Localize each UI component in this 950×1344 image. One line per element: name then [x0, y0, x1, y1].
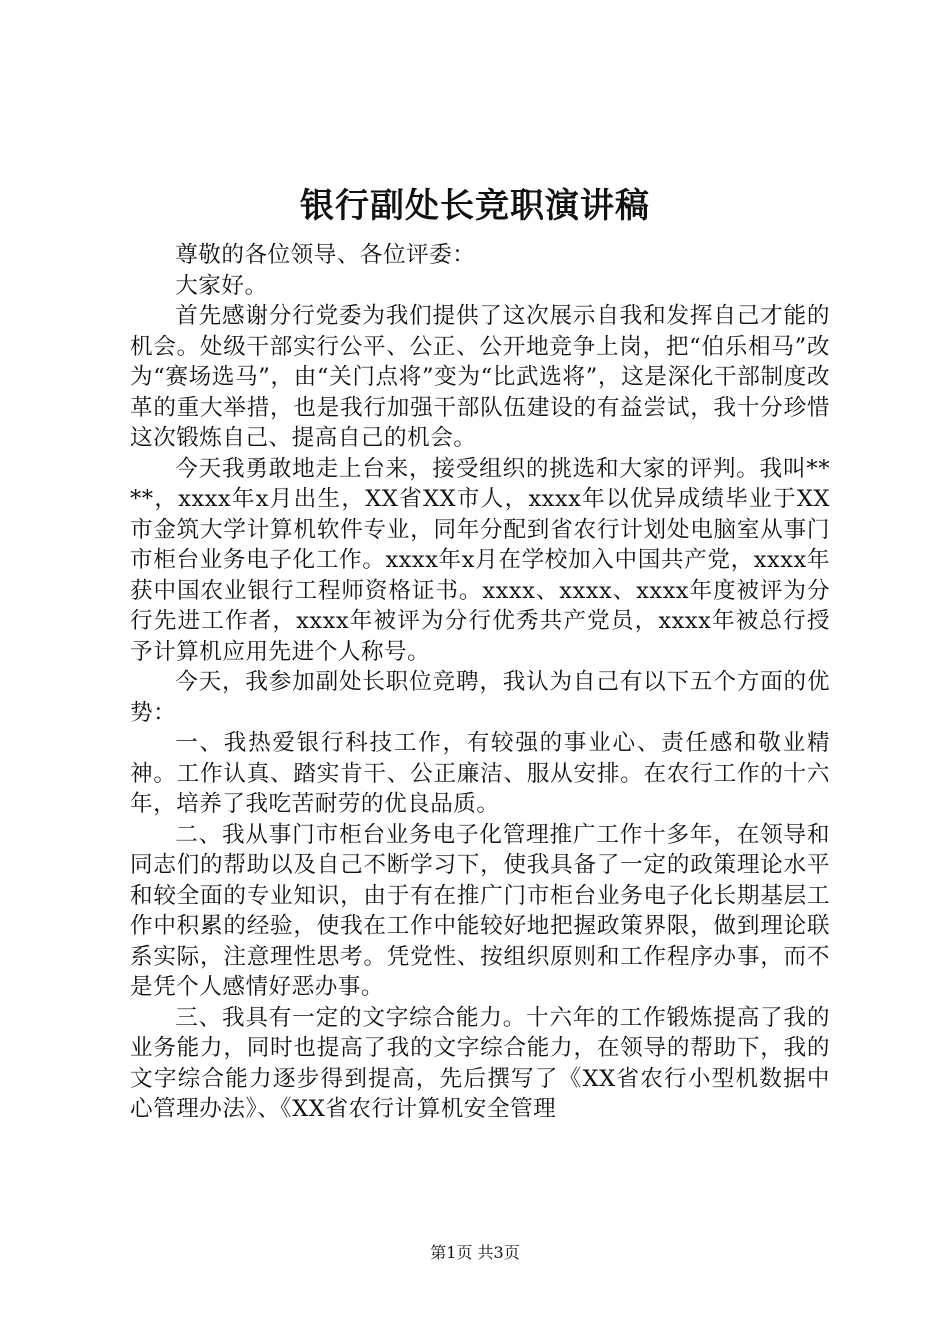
body-paragraph: 今天，我参加副处长职位竞聘，我认为自己有以下五个方面的优势： — [130, 669, 830, 726]
salutation-paragraph: 尊敬的各位领导、各位评委： — [175, 242, 476, 268]
document-body — [130, 240, 830, 1125]
body-paragraph: 首先感谢分行党委为我们提供了这次展示自我和发挥自己才能的机会。处级干部实行公平、公正、公开地竞争上岗，把“伯乐相马”改为“赛场选马”，由“关门点将”变为“比武选将”，这是深化干部制度改革的重大举措，也是我行加强干部队伍建设的有益尝试，我十分珍惜这次锻炼自己、提高自己的机会。 — [130, 303, 830, 451]
body-paragraph: 三、我具有一定的文字综合能力。十六年的工作锻炼提高了我的业务能力，同时也提高了我的文字综合能力，在领导的帮助下，我的文字综合能力逐步得到提高，先后撰写了《XX省农行小型机数据中心管理办法》、《XX省农行计算机安全管理 — [130, 1004, 830, 1122]
page-number-footer: 第1页 共3页 — [430, 1243, 520, 1262]
greeting-paragraph: 大家好。 — [175, 272, 268, 299]
body-paragraph: 二、我从事门市柜台业务电子化管理推广工作十多年，在领导和同志们的帮助以及自己不断学习下，使我具备了一定的政策理论水平和较全面的专业知识，由于有在推广门市柜台业务电子化长期基层工作中积累的经验，使我在工作中能较好地把握政策界限，做到理论联系实际，注意理性思考。凭党性、按组织原则和工作程序办事，而不是凭个人感情好恶办事。 — [130, 821, 830, 1000]
body-paragraph: 今天我勇敢地走上台来，接受组织的挑选和大家的评判。我叫****，xxxx年x月出生，XX省XX市人，xxxx年以优异成绩毕业于XX市金筑大学计算机软件专业，同年分配到省农行计划处电脑室从事门市柜台业务电子化工作。xxxx年x月在学校加入中国共产党，xxxx年获中国农业银行工程师资格证书。xxxx、xxxx、xxxx年度被评为分行先进工作者，xxxx年被评为分行优秀共产党员，xxxx年被总行授予计算机应用先进个人称号。 — [130, 455, 830, 665]
document-title: 银行副处长竞职演讲稿 — [300, 186, 650, 226]
body-paragraph: 一、我热爱银行科技工作，有较强的事业心、责任感和敬业精神。工作认真、踏实肯干、公正廉洁、服从安排。在农行工作的十六年，培养了我吃苦耐劳的优良品质。 — [130, 730, 830, 817]
